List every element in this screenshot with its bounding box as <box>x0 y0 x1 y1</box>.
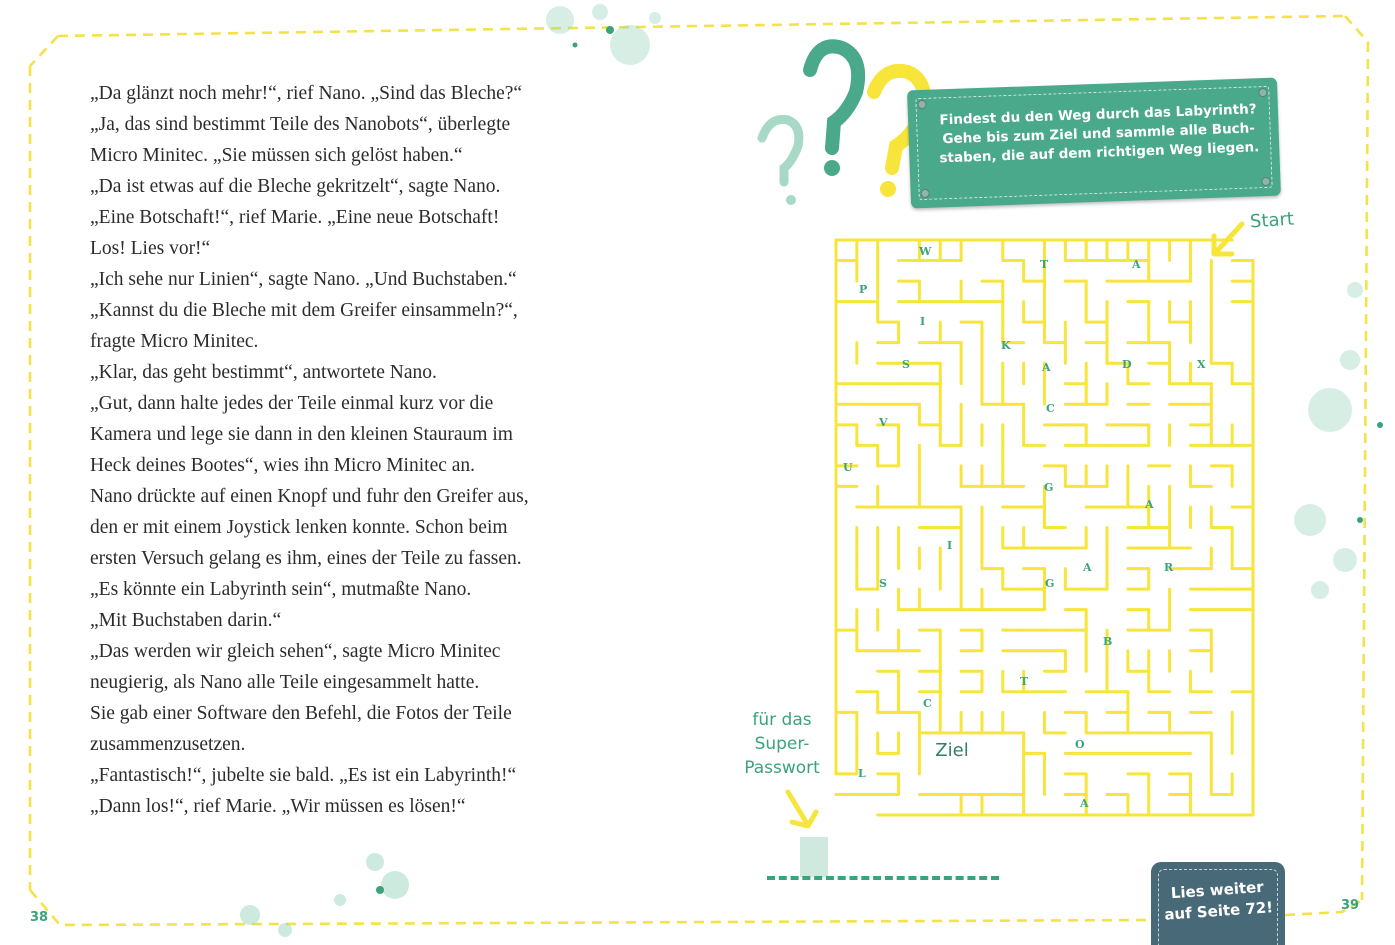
password-note-line: Super- <box>754 734 810 754</box>
maze-letter-d: D <box>1122 358 1132 371</box>
story-line: zusammenzusetzen. <box>90 734 246 755</box>
maze-letter-o: O <box>1075 738 1085 751</box>
maze-letter-x: X <box>1197 358 1206 371</box>
maze-letter-t: T <box>1020 675 1029 688</box>
story-line: „Das werden wir gleich sehen“, sagte Micro Minitec <box>90 641 501 662</box>
ink-splatter-top <box>546 4 661 65</box>
maze-letter-c: C <box>1046 402 1055 415</box>
story-line: den er mit einem Joystick lenken konnte. Schon beim <box>90 517 508 538</box>
goal-arrow-icon <box>788 792 816 826</box>
instruction-panel <box>907 78 1281 209</box>
maze-letter-t: T <box>1040 258 1049 271</box>
maze-letter-k: K <box>1001 339 1011 352</box>
password-note-line: für das <box>752 710 812 730</box>
story-line: „Klar, das geht bestimmt“, antwortete Nano. <box>90 362 437 383</box>
question-mark-green-icon <box>810 46 858 176</box>
instruction-line: Gehe bis zum Ziel und sammle alle Buch- <box>942 120 1256 148</box>
question-mark-light-icon <box>762 119 799 205</box>
maze-letter-l: L <box>858 767 866 780</box>
maze-letter-v: V <box>879 416 888 429</box>
story-line: neugierig, als Nano alle Teile eingesammelt hatte. <box>90 672 480 693</box>
maze-letter-i: I <box>920 315 926 328</box>
story-line: Micro Minitec. „Sie müssen sich gelöst haben.“ <box>90 145 463 166</box>
story-line: „Dann los!“, rief Marie. „Wir müssen es lösen!“ <box>90 796 466 817</box>
instruction-line: staben, die auf dem richtigen Weg liegen. <box>939 139 1260 167</box>
maze-letter-a: A <box>1145 498 1154 511</box>
read-on-line: auf Seite 72! <box>1163 898 1274 924</box>
maze-letter-i: I <box>947 539 953 552</box>
story-line: fragte Micro Minitec. <box>90 331 259 352</box>
maze-letter-u: U <box>843 461 853 474</box>
story-line: Los! Lies vor!“ <box>90 238 211 259</box>
read-on-tab[interactable] <box>1151 862 1285 945</box>
instruction-line: Findest du den Weg durch das Labyrinth? <box>939 101 1257 129</box>
read-on-line: Lies weiter <box>1170 877 1265 903</box>
maze-letter-a: A <box>1080 797 1089 810</box>
maze-letter-a: A <box>1083 561 1092 574</box>
story-line: Kamera und lege sie dann in den kleinen Stauraum im <box>90 424 513 445</box>
story-line: „Eine Botschaft!“, rief Marie. „Eine neue Botschaft! <box>90 207 500 228</box>
goal-label: Ziel <box>935 740 969 761</box>
story-line: „Mit Buchstaben darin.“ <box>90 610 282 631</box>
page-number-left: 38 <box>30 910 49 925</box>
story-line: „Ja, das sind bestimmt Teile des Nanobots“, überlegte <box>90 114 511 135</box>
maze-letter-s: S <box>879 577 887 590</box>
password-note-line: Passwort <box>744 758 820 778</box>
story-line: „Gut, dann halte jedes der Teile einmal kurz vor die <box>90 393 494 414</box>
password-answer-box[interactable] <box>800 837 828 877</box>
password-note <box>736 708 828 780</box>
maze-letter-s: S <box>902 358 910 371</box>
story-line: Nano drückte auf einen Knopf und fuhr den Greifer aus, <box>90 486 529 507</box>
story-line: „Da ist etwas auf die Bleche gekritzelt“, sagte Nano. <box>90 176 501 197</box>
maze <box>836 240 1253 815</box>
start-label: Start <box>1249 208 1295 233</box>
story-text <box>90 78 630 822</box>
story-line: „Fantastisch!“, jubelte sie bald. „Es ist ein Labyrinth!“ <box>90 765 517 786</box>
instruction-text <box>938 100 1260 168</box>
maze-letter-p: P <box>859 283 868 296</box>
story-line: „Kannst du die Bleche mit dem Greifer einsammeln?“, <box>90 300 518 321</box>
maze-letter-c: C <box>923 697 932 710</box>
maze-letter-g: G <box>1045 577 1055 590</box>
maze-letter-w: W <box>919 245 932 258</box>
read-on-text <box>1160 876 1277 926</box>
maze-letter-a: A <box>1042 361 1051 374</box>
story-line: „Da glänzt noch mehr!“, rief Nano. „Sind das Bleche?“ <box>90 83 523 104</box>
page-number-right: 39 <box>1341 898 1360 913</box>
maze-letter-r: R <box>1164 561 1174 574</box>
maze-letter-a: A <box>1132 258 1141 271</box>
story-line: ersten Versuch gelang es ihm, eines der Teile zu fassen. <box>90 548 522 569</box>
maze-letter-b: B <box>1103 635 1113 648</box>
maze-letter-g: G <box>1044 481 1054 494</box>
story-line: Sie gab einer Software den Befehl, die Fotos der Teile <box>90 703 512 724</box>
password-answer-line <box>767 876 999 880</box>
ink-splatter-right <box>1294 282 1363 599</box>
story-line: Heck deines Bootes“, wies ihn Micro Minitec an. <box>90 455 476 476</box>
story-line: „Ich sehe nur Linien“, sagte Nano. „Und Buchstaben.“ <box>90 269 517 290</box>
story-line: „Es könnte ein Labyrinth sein“, mutmaßte Nano. <box>90 579 472 600</box>
